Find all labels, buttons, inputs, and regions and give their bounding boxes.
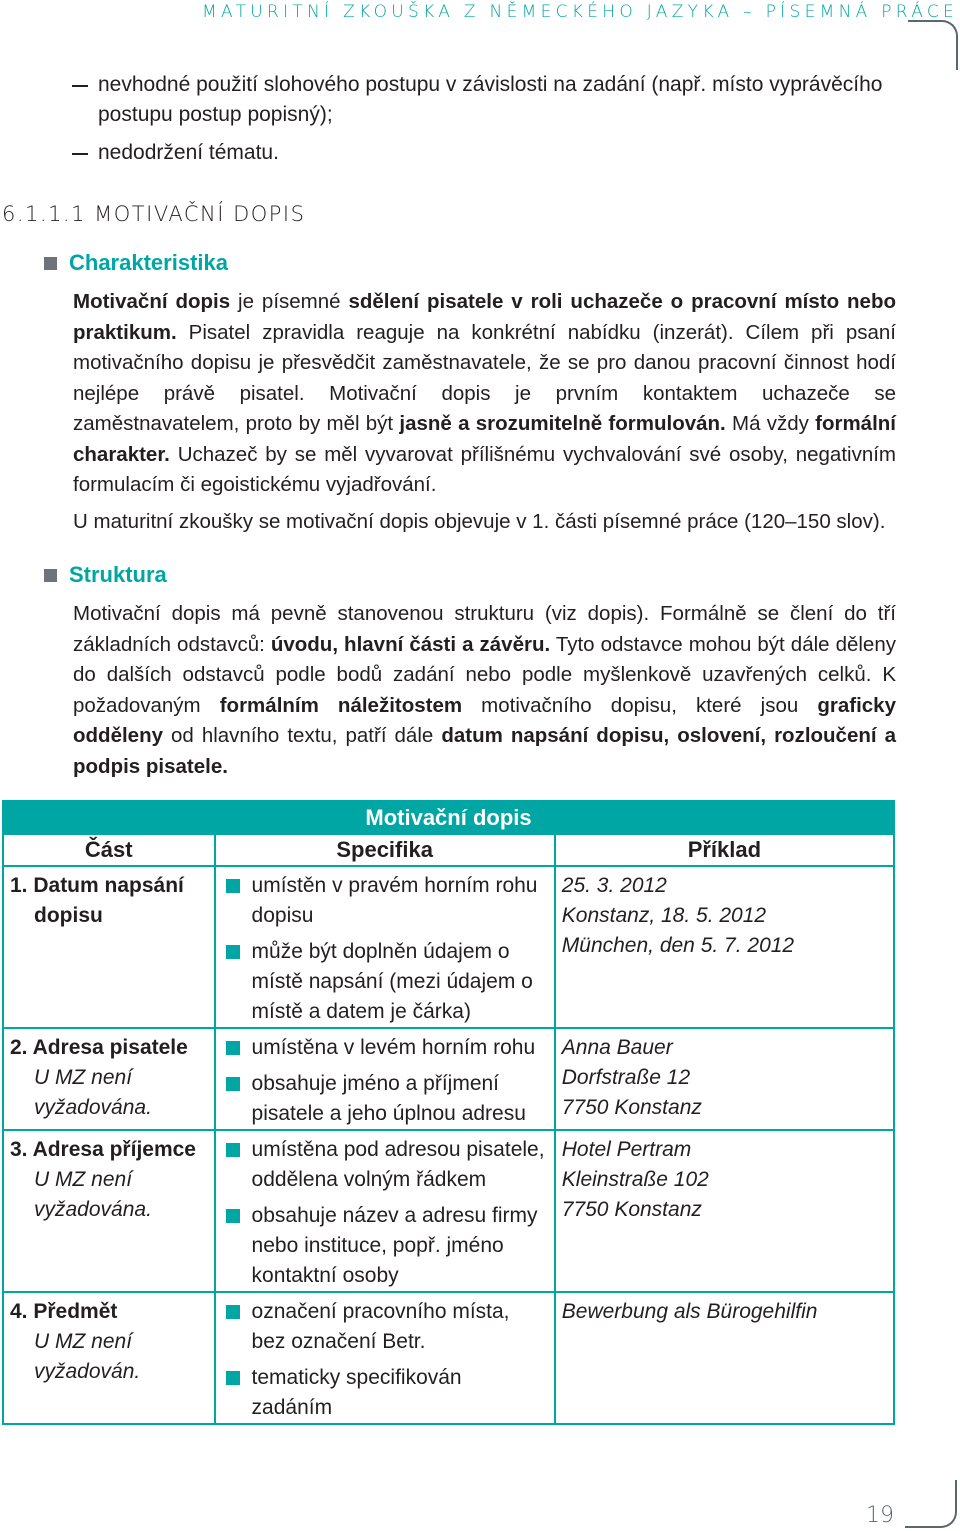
bold-text: jasně a srozumitelně formulován. [399,412,726,435]
table-row [2,1131,895,1293]
table-header-row [2,835,895,867]
list-item: označení pracovního místa, bez označení Betr. [222,1297,548,1357]
text: Má vždy [725,412,816,435]
part-label: 2. Adresa pisatele [10,1036,188,1059]
list-item: nedodržení tématu. [72,138,900,168]
column-header: Specifika [216,835,556,865]
part-note: U MZ není vyžadována. [34,1066,152,1119]
table-row [2,1293,895,1425]
exam-note-paragraph: U maturitní zkoušky se motivační dopis objevuje v 1. části písemné práce (120–150 slov). [73,510,886,533]
column-header: Část [4,835,216,865]
characteristics-paragraph [73,287,896,501]
example-line: Anna Bauer [561,1036,673,1059]
example-line: Bewerbung als Bürogehilfin [561,1300,818,1323]
section-heading: 6.1.1.1 MOTIVAČNÍ DOPIS [2,202,306,226]
subheading-structure [44,562,167,588]
text: Tyto odstavce mohou být dále děleny do dalších odstavců podle bodů zadání nebo podle myšlenkově uzavřených celků. K požadovaným [73,632,896,717]
part-label: 3. Adresa příjemce [10,1138,196,1161]
error-list [72,70,900,176]
bold-text: formálním náležitostem [219,693,463,717]
bold-text: graficky odděleny [73,693,896,747]
part-label: 4. Předmět [10,1300,118,1323]
text: je písemné [230,290,349,313]
bold-text: sdělení pisatele v roli uchazeče o pracovní místo nebo praktikum. [73,290,896,344]
part-cell [4,867,216,1027]
text: Motivační dopis má pevně stanovenou strukturu (viz dopis). Formálně se člení do tří základních odstavců: [73,602,896,656]
square-bullet-icon [44,569,57,582]
page-corner-decoration [908,20,958,70]
example-line: München, den 5. 7. 2012 [561,934,795,957]
column-header: Příklad [556,835,895,865]
specifics-cell [216,1293,556,1423]
example-line: Dorfstraße 12 [561,1066,691,1089]
table-row [2,1029,895,1131]
list-item: umístěn v pravém horním rohu dopisu [222,871,548,931]
table-title: Motivační dopis [2,800,895,835]
list-item: může být doplněn údajem o místě napsání (mezi údajem o místě a datem je čárka) [222,937,548,1027]
text: motivačního dopisu, které jsou [462,693,818,717]
example-cell [556,1131,895,1291]
subheading-label: Charakteristika [69,250,228,275]
part-cell [4,1029,216,1129]
square-bullet-icon [44,257,57,270]
motivation-letter-table [2,800,895,1425]
list-item: nevhodné použití slohového postupu v závislosti na zadání (např. místo vyprávěcího postupu postup popisný); [72,70,900,130]
example-cell [556,1029,895,1129]
part-note: U MZ není vyžadována. [34,1168,152,1221]
example-line: 7750 Konstanz [561,1096,702,1119]
part-label: 1. Datum napsání dopisu [10,874,184,927]
list-item: obsahuje název a adresu firmy nebo instituce, popř. jméno kontaktní osoby [222,1201,548,1291]
bold-text: Motivační dopis [73,290,231,313]
text: od hlavního textu, patří dále [163,724,442,747]
list-item: tematicky specifikován zadáním [222,1363,548,1423]
part-cell [4,1131,216,1291]
example-line: Kleinstraße 102 [561,1168,709,1191]
part-cell [4,1293,216,1423]
subheading-label: Struktura [69,562,167,587]
example-line: Konstanz, 18. 5. 2012 [561,904,767,927]
list-item: umístěna v levém horním rohu [222,1033,548,1063]
bold-text: úvodu, hlavní části a závěru. [270,632,551,656]
bold-text: datum napsání dopisu, oslovení, rozloučení a podpis pisatele. [73,724,896,778]
example-cell [556,1293,895,1423]
structure-paragraph [73,599,896,782]
example-line: Hotel Pertram [561,1138,692,1161]
subheading-characteristics [44,250,228,276]
part-note: U MZ není vyžadován. [34,1330,141,1383]
specifics-cell [216,1131,556,1291]
list-item: umístěna pod adresou pisatele, oddělena volným řádkem [222,1135,548,1195]
specifics-cell [216,1029,556,1129]
running-header: MATURITNÍ ZKOUŠKA Z NĚMECKÉHO JAZYKA – PÍSEMNÁ PRÁCE [202,2,959,22]
example-line: 25. 3. 2012 [561,874,667,897]
page-number: 19 [866,1503,894,1528]
list-item: obsahuje jméno a příjmení pisatele a jeho úplnou adresu [222,1069,548,1129]
specifics-cell [216,867,556,1027]
table-row [2,867,895,1029]
example-line: 7750 Konstanz [561,1198,702,1221]
text: Pisatel zpravidla reaguje na konkrétní nabídku (inzerát). Cílem při psaní motivačního dopisu je přesvědčit zaměstnavatele, že se pro danou pracovní činnost hodí nejlépe právě pisatel. Motivační dopis je prvním kontaktem uchazeče se zaměstnavatelem, proto by měl být [73,320,896,435]
example-cell [556,867,895,1027]
page-corner-decoration-bottom [905,1480,957,1528]
text: Uchazeč by se měl vyvarovat přílišnému vychvalování své osoby, negativním formulacím či egoistickému vyjadřování. [73,442,896,496]
bold-text: formální charakter. [73,412,896,466]
